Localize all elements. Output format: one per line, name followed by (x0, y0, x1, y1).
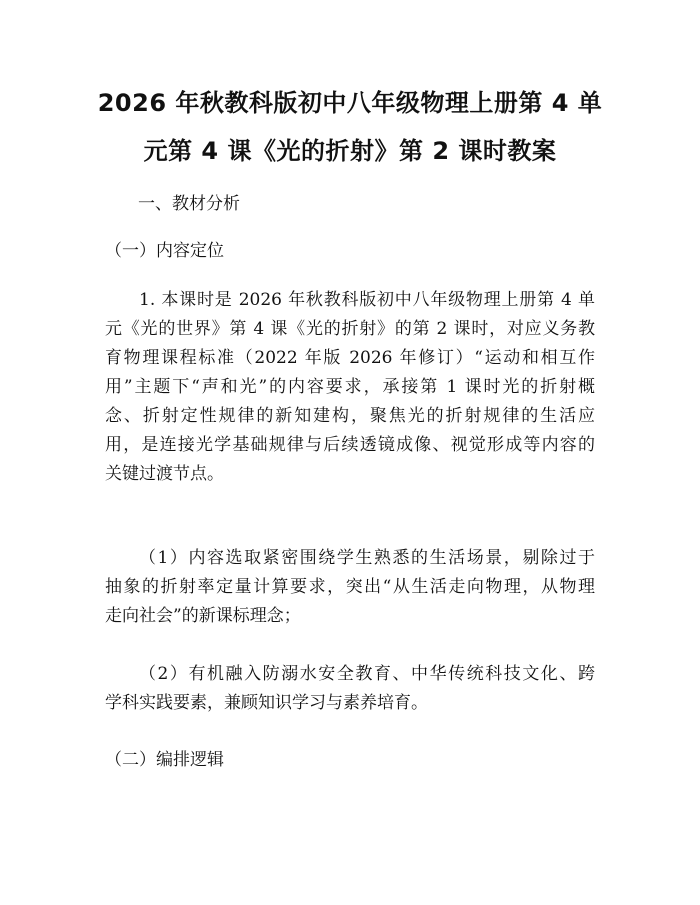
document-title-line-1: 2026 年秋教科版初中八年级物理上册第 4 单 (97, 89, 603, 117)
paragraph-line: 用，是连接光学基础规律与后续透镜成像、视觉形成等内容的 (105, 435, 595, 455)
paragraph-line: 走向社会”的新课标理念； (105, 606, 301, 626)
sub-heading-content-positioning: （一）内容定位 (105, 241, 224, 261)
paragraph-content-positioning (105, 286, 595, 489)
sub-heading-arrangement-logic: （二）编排逻辑 (105, 750, 224, 770)
paragraph-line: 育物理课程标准（2022 年版 2026 年修订）“运动和相互作 (105, 348, 595, 368)
paragraph-item-2 (105, 660, 595, 718)
paragraph-line: 1. 本课时是 2026 年秋教科版初中八年级物理上册第 4 单 (139, 290, 595, 310)
paragraph-line: 关键过渡节点。 (105, 464, 224, 484)
paragraph-item-1 (105, 544, 595, 631)
paragraph-line: 学科实践要素，兼顾知识学习与素养培育。 (105, 693, 428, 713)
paragraph-line: （1）内容选取紧密围绕学生熟悉的生活场景，剔除过于 (139, 548, 595, 568)
section-heading: 一、教材分析 (138, 194, 240, 214)
paragraph-line: 元《光的世界》第 4 课《光的折射》的第 2 课时，对应义务教 (105, 319, 595, 339)
document-title-line-2: 元第 4 课《光的折射》第 2 课时教案 (143, 137, 557, 165)
paragraph-line: （2）有机融入防溺水安全教育、中华传统科技文化、跨 (139, 664, 595, 684)
paragraph-line: 念、折射定性规律的新知建构，聚焦光的折射规律的生活应 (105, 406, 595, 426)
paragraph-line: 用”主题下“声和光”的内容要求，承接第 1 课时光的折射概 (105, 377, 595, 397)
paragraph-line: 抽象的折射率定量计算要求，突出“从生活走向物理，从物理 (105, 577, 595, 597)
